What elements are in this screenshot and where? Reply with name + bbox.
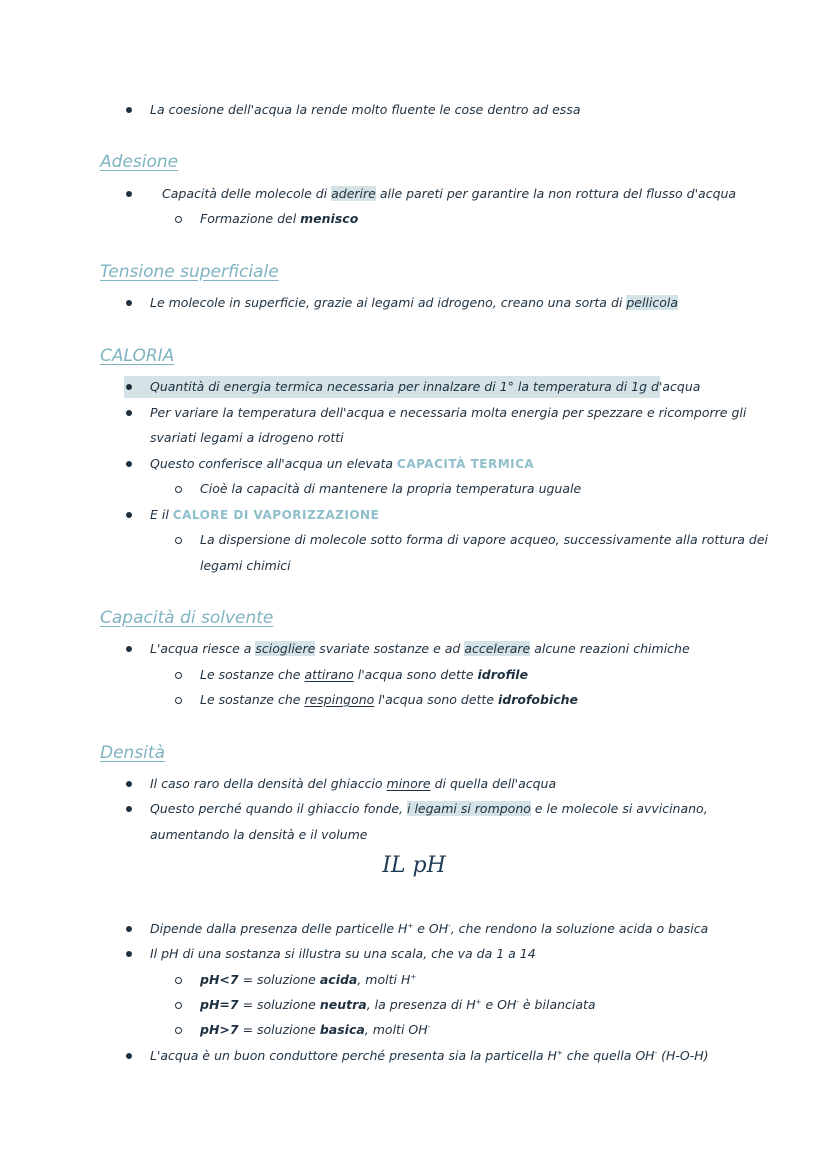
caloria-bullet-4: E il CALORE DI VAPORIZZAZIONE xyxy=(150,507,380,522)
intro-line: La coesione dell'acqua la rende molto fluente le cose dentro ad essa xyxy=(150,102,581,117)
caloria-sub-2-cont: legami chimici xyxy=(200,558,291,573)
bullet xyxy=(126,951,132,957)
bullet xyxy=(126,512,132,518)
caloria-sub-1: Cioè la capacità di mantenere la propria temperatura uguale xyxy=(200,481,582,496)
solvente-bullet-1: L'acqua riesce a sciogliere svariate sostanze e ad accelerare alcune reazioni chimiche xyxy=(150,641,690,656)
sub-bullet xyxy=(175,1002,182,1009)
adesione-sub-1: Formazione del menisco xyxy=(200,211,359,226)
page-title: IL pH xyxy=(382,853,446,878)
densita-bullet-2-cont: aumentando la densità e il volume xyxy=(150,827,368,842)
bullet xyxy=(126,1053,132,1059)
solvente-sub-2: Le sostanze che respingono l'acqua sono dette idrofobiche xyxy=(200,692,579,707)
caloria-bullet-2-cont: svariati legami a idrogeno rotti xyxy=(150,430,344,445)
sub-bullet xyxy=(175,216,182,223)
sub-bullet xyxy=(175,697,182,704)
bullet xyxy=(126,646,132,652)
solvente-sub-1: Le sostanze che attirano l'acqua sono dette idrofile xyxy=(200,667,529,682)
ph-sub-2: pH=7 = soluzione neutra, la presenza di H+ e OH- è bilanciata xyxy=(200,997,596,1012)
ph-bullet-1: Dipende dalla presenza delle particelle H+ e OH-, che rendono la soluzione acida o basica xyxy=(150,921,709,936)
bullet xyxy=(126,300,132,306)
adesione-bullet-1: Capacità delle molecole di aderire alle pareti per garantire la non rottura del flusso d'acqua xyxy=(162,186,737,201)
sub-bullet xyxy=(175,537,182,544)
heading-densita: Densità xyxy=(100,743,165,763)
sub-bullet xyxy=(175,486,182,493)
densita-bullet-2: Questo perché quando il ghiaccio fonde, i legami si rompono e le molecole si avvicinano, xyxy=(150,801,708,816)
ph-bullet-3: L'acqua è un buon conduttore perché presenta sia la particella H+ che quella OH- (H-O-H) xyxy=(150,1048,709,1063)
sub-bullet xyxy=(175,977,182,984)
bullet xyxy=(126,191,132,197)
heading-adesione: Adesione xyxy=(100,152,179,172)
ph-sub-3: pH>7 = soluzione basica, molti OH- xyxy=(200,1022,431,1037)
bullet xyxy=(126,806,132,812)
bullet xyxy=(126,107,132,113)
heading-caloria: CALORIA xyxy=(100,346,175,366)
bullet xyxy=(126,461,132,467)
bullet xyxy=(126,781,132,787)
tensione-bullet-1: Le molecole in superficie, grazie ai legami ad idrogeno, creano una sorta di pellicola xyxy=(150,295,679,310)
caloria-bullet-1: Quantità di energia termica necessaria per innalzare di 1° la temperatura di 1g d'acqua xyxy=(150,379,701,394)
ph-sub-1: pH<7 = soluzione acida, molti H+ xyxy=(200,972,417,987)
caloria-sub-2: La dispersione di molecole sotto forma di vapore acqueo, successivamente alla rottura dei xyxy=(200,532,769,547)
caloria-bullet-3: Questo conferisce all'acqua un elevata CAPACITÀ TERMICA xyxy=(150,456,535,471)
heading-tensione: Tensione superficiale xyxy=(100,262,279,282)
bullet xyxy=(126,926,132,932)
sub-bullet xyxy=(175,1027,182,1034)
bullet xyxy=(126,384,132,390)
densita-bullet-1: Il caso raro della densità del ghiaccio minore di quella dell'acqua xyxy=(150,776,557,791)
ph-bullet-2: Il pH di una sostanza si illustra su una scala, che va da 1 a 14 xyxy=(150,946,536,961)
caloria-bullet-2: Per variare la temperatura dell'acqua e necessaria molta energia per spezzare e ricomporre gli xyxy=(150,405,747,420)
sub-bullet xyxy=(175,672,182,679)
bullet xyxy=(126,410,132,416)
heading-solvente: Capacità di solvente xyxy=(100,608,274,628)
